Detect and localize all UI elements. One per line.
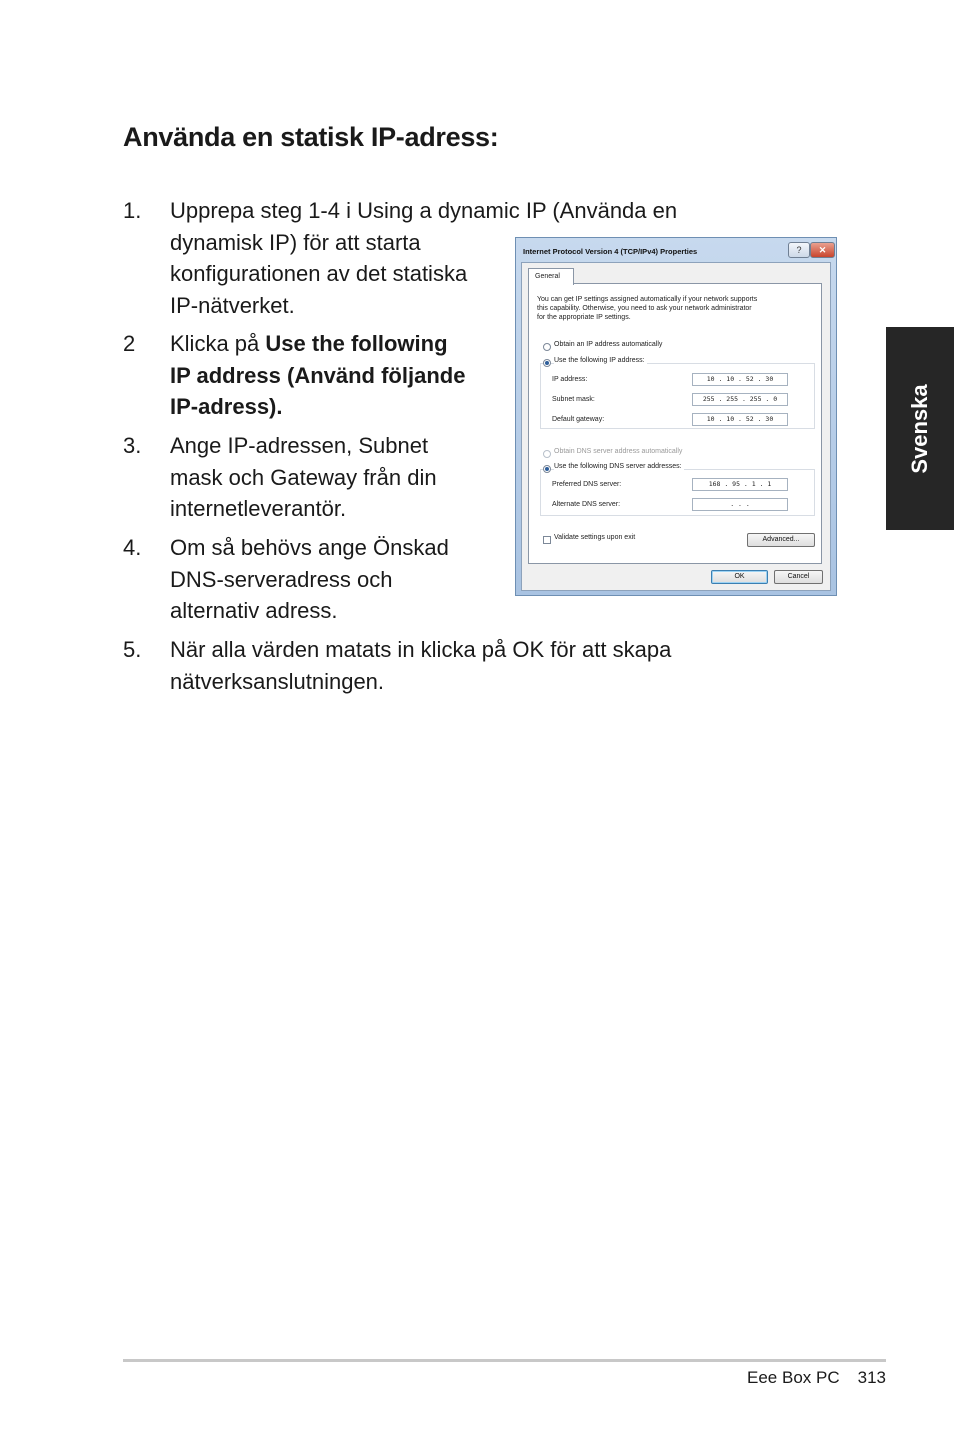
step-text-line: internetleverantör. bbox=[170, 496, 347, 521]
alternate-dns-label: Alternate DNS server: bbox=[552, 501, 621, 508]
step-text: Klicka på bbox=[170, 331, 266, 356]
radio-manual-dns[interactable] bbox=[543, 465, 551, 473]
ok-button[interactable]: OK bbox=[711, 570, 768, 584]
step-text-line: När alla värden matats in klicka på OK för att skapa bbox=[170, 637, 672, 662]
step-bold-text: IP address (Använd följande bbox=[170, 362, 466, 388]
step-text-line: IP-nätverket. bbox=[170, 292, 295, 318]
language-label: Svenska bbox=[907, 383, 932, 474]
radio-manual-ip-label: Use the following IP address: bbox=[554, 357, 645, 364]
footer-divider bbox=[123, 1359, 886, 1362]
intro-line: this capability. Otherwise, you need to ask your network administrator bbox=[537, 305, 752, 312]
step-bold-text: IP-adress). bbox=[170, 394, 283, 419]
close-button[interactable]: ✕ bbox=[810, 242, 835, 258]
page-number: 313 bbox=[857, 1368, 886, 1387]
radio-auto-ip[interactable] bbox=[543, 343, 551, 351]
preferred-dns-label: Preferred DNS server: bbox=[552, 481, 622, 488]
advanced-button[interactable]: Advanced... bbox=[747, 533, 815, 547]
step-text-line: mask och Gateway från din bbox=[170, 464, 437, 490]
validate-checkbox[interactable] bbox=[543, 536, 551, 544]
alternate-dns-field[interactable]: . . . bbox=[692, 498, 788, 511]
step-text-line: nätverksanslutningen. bbox=[170, 668, 385, 694]
radio-auto-dns[interactable] bbox=[543, 450, 551, 458]
step-text-line: Om så behövs ange Önskad bbox=[170, 535, 449, 560]
step-number: 4. bbox=[123, 535, 142, 560]
step-number: 1. bbox=[123, 198, 142, 223]
ip-address-field[interactable]: 10 . 10 . 52 . 30 bbox=[692, 373, 788, 386]
subnet-mask-field[interactable]: 255 . 255 . 255 . 0 bbox=[692, 393, 788, 406]
general-panel bbox=[528, 283, 822, 564]
radio-manual-dns-label: Use the following DNS server addresses: bbox=[554, 463, 682, 470]
default-gateway-field[interactable]: 10 . 10 . 52 . 30 bbox=[692, 413, 788, 426]
preferred-dns-field[interactable]: 168 . 95 . 1 . 1 bbox=[692, 478, 788, 491]
dialog-client-area bbox=[521, 262, 831, 591]
intro-line: You can get IP settings assigned automatically if your network supports bbox=[537, 296, 758, 303]
radio-auto-dns-label: Obtain DNS server address automatically bbox=[554, 448, 683, 455]
ip-address-label: IP address: bbox=[552, 376, 588, 383]
step-text-line: alternativ adress. bbox=[170, 598, 338, 623]
step-bold-text: Use the following bbox=[265, 331, 448, 356]
subnet-mask-label: Subnet mask: bbox=[552, 396, 595, 403]
radio-manual-ip[interactable] bbox=[543, 359, 551, 367]
cancel-button[interactable]: Cancel bbox=[774, 570, 823, 584]
tcpip-properties-dialog bbox=[515, 237, 837, 596]
step-text-line: dynamisk IP) för att starta bbox=[170, 229, 421, 255]
intro-line: for the appropriate IP settings. bbox=[537, 314, 631, 321]
step-text-line: DNS-serveradress och bbox=[170, 566, 393, 592]
language-side-tab bbox=[886, 327, 954, 530]
step-number: 5. bbox=[123, 637, 142, 662]
step-number: 3. bbox=[123, 433, 142, 458]
intro-text bbox=[537, 295, 757, 322]
section-heading: Använda en statisk IP-adress: bbox=[123, 122, 499, 152]
step-text-line: konfigurationen av det statiska bbox=[170, 261, 468, 286]
validate-label: Validate settings upon exit bbox=[554, 534, 636, 541]
dialog-title: Internet Protocol Version 4 (TCP/IPv4) Properties bbox=[523, 247, 698, 256]
footer-product: Eee Box PC bbox=[747, 1368, 840, 1387]
step-number: 2 bbox=[123, 331, 136, 356]
step-text-line: Ange IP-adressen, Subnet bbox=[170, 433, 429, 458]
dialog-titlebar bbox=[516, 238, 836, 262]
tab-general[interactable]: General bbox=[528, 268, 574, 285]
page-footer bbox=[747, 1368, 886, 1388]
help-button[interactable]: ? bbox=[788, 242, 810, 258]
radio-auto-ip-label: Obtain an IP address automatically bbox=[554, 341, 663, 348]
step-text-line: Upprepa steg 1-4 i Using a dynamic IP (Använda en bbox=[170, 198, 678, 223]
default-gateway-label: Default gateway: bbox=[552, 416, 605, 423]
